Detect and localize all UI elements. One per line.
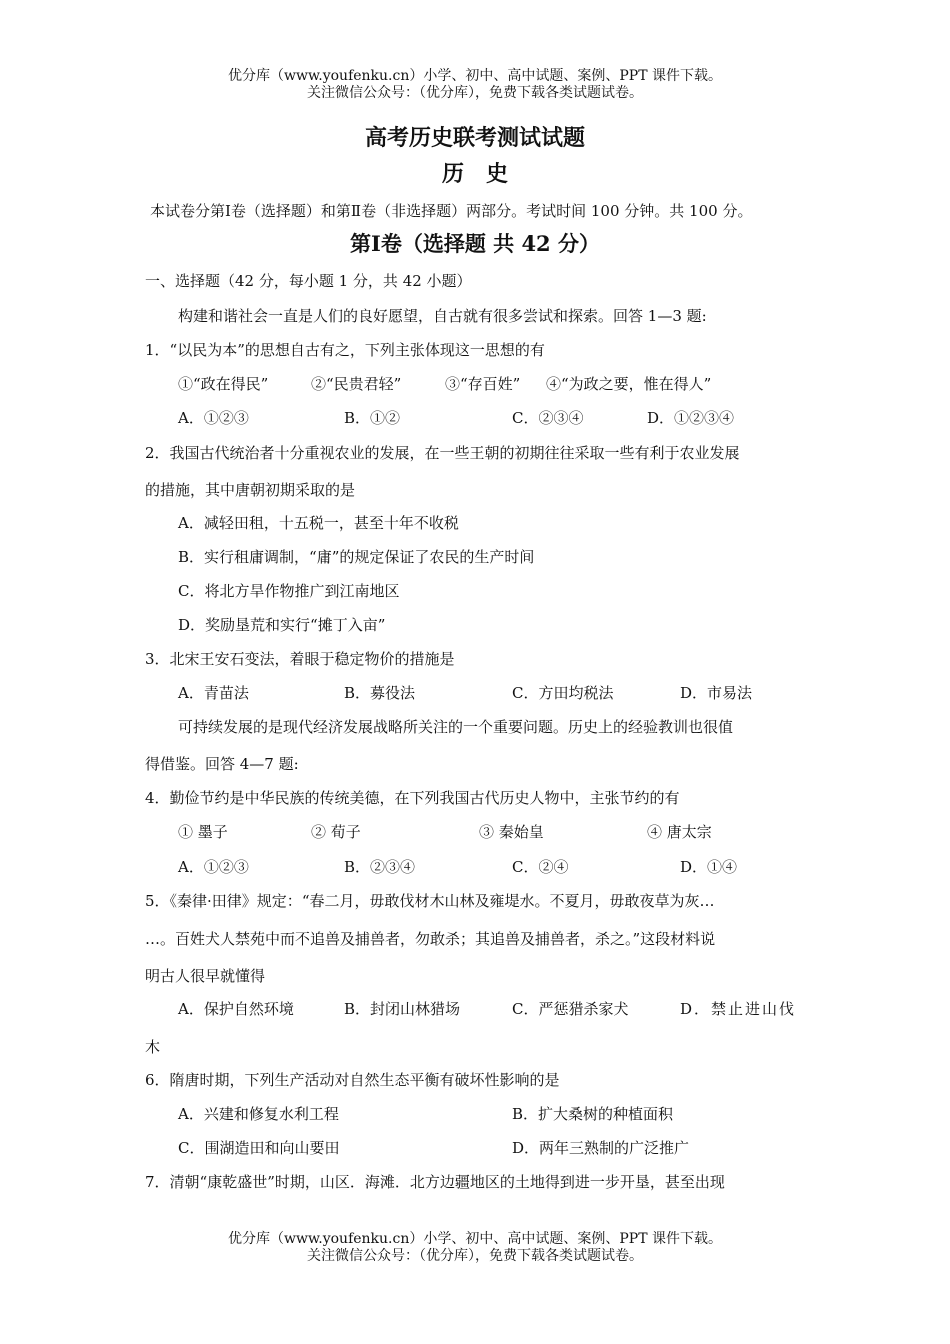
q7-stem: 7．清朝“康乾盛世”时期，山区．海滩．北方边疆地区的土地得到进一步开垦，甚至出现 xyxy=(145,1173,725,1191)
q5-option-a: A．保护自然环境 xyxy=(178,1000,294,1018)
q5-option-c: C．严惩猎杀家犬 xyxy=(512,1000,629,1018)
material-2-line-1: 可持续发展的是现代经济发展战略所关注的一个重要问题。历史上的经验教训也很值 xyxy=(178,718,734,736)
q3-option-a: A．青苗法 xyxy=(178,684,249,702)
q4-item-3: ③ 秦始皇 xyxy=(479,823,544,841)
material-1: 构建和谐社会一直是人们的良好愿望，自古就有很多尝试和探索。回答 1—3 题: xyxy=(178,307,707,325)
q6-option-d: D．两年三熟制的广泛推广 xyxy=(512,1139,690,1157)
q1-option-a: A．①②③ xyxy=(178,409,249,427)
q1-item-1: ①“政在得民” xyxy=(178,375,269,393)
footer-line-2: 关注微信公众号：（优分库），免费下载各类试题试卷。 xyxy=(307,1248,643,1264)
page-header xyxy=(0,68,950,102)
q4-item-2: ② 荀子 xyxy=(311,823,361,841)
q6-option-b: B．扩大桑树的种植面积 xyxy=(512,1105,674,1123)
q5-stem-line-1: 5．《秦律·田律》规定：“春二月，毋敢伐材木山林及雍堤水。不夏月，毋敢夜草为灰… xyxy=(145,892,715,910)
q2-stem-line-1: 2．我国古代统治者十分重视农业的发展，在一些王朝的初期往往采取一些有利于农业发展 xyxy=(145,444,740,462)
q5-option-d: D．禁止进山伐 xyxy=(680,1000,797,1018)
part-heading: 一、选择题（42 分，每小题 1 分，共 42 小题） xyxy=(145,272,472,290)
q2-option-d: D．奖励垦荒和实行“摊丁入亩” xyxy=(178,616,386,634)
exam-intro: 本试卷分第Ⅰ卷（选择题）和第Ⅱ卷（非选择题）两部分。考试时间 100 分钟。共 100 分。 xyxy=(150,202,753,220)
q1-option-c: C．②③④ xyxy=(512,409,584,427)
q2-option-a: A．减轻田租，十五税一，甚至十年不收税 xyxy=(178,514,459,532)
q4-option-a: A．①②③ xyxy=(178,858,249,876)
page-footer xyxy=(0,1231,950,1265)
q1-item-4: ④“为政之要，惟在得人” xyxy=(546,375,712,393)
q5-stem-line-3: 明古人很早就懂得 xyxy=(145,967,266,985)
q6-option-c: C．围湖造田和向山要田 xyxy=(178,1139,340,1157)
header-line-2: 关注微信公众号：（优分库），免费下载各类试题试卷。 xyxy=(307,85,643,101)
q6-stem: 6．隋唐时期，下列生产活动对自然生态平衡有破坏性影响的是 xyxy=(145,1071,560,1089)
q2-option-c: C．将北方旱作物推广到江南地区 xyxy=(178,582,400,600)
exam-title: 高考历史联考测试试题 xyxy=(364,125,585,151)
q5-stem-line-2: …。百姓犬人禁苑中而不追兽及捕兽者，勿敢杀；其追兽及捕兽者，杀之。”这段材料说 xyxy=(145,930,716,948)
footer-line-1: 优分库（www.youfenku.cn）小学、初中、高中试题、案例、PPT 课件下载。 xyxy=(227,1231,722,1247)
q2-option-b: B．实行租庸调制，“庸”的规定保证了农民的生产时间 xyxy=(178,548,535,566)
q6-option-a: A．兴建和修复水利工程 xyxy=(178,1105,339,1123)
material-2-line-2: 得借鉴。回答 4—7 题: xyxy=(145,755,299,773)
q1-item-2: ②“民贵君轻” xyxy=(311,375,402,393)
q4-option-d: D．①④ xyxy=(680,858,738,876)
q1-option-b: B．①② xyxy=(344,409,401,427)
q3-option-d: D．市易法 xyxy=(680,684,753,702)
q3-option-b: B．募役法 xyxy=(344,684,416,702)
header-line-1: 优分库（www.youfenku.cn）小学、初中、高中试题、案例、PPT 课件下载。 xyxy=(227,68,722,84)
q2-stem-line-2: 的措施，其中唐朝初期采取的是 xyxy=(145,481,356,499)
q4-item-1: ① 墨子 xyxy=(178,823,228,841)
q5-option-d-wrap: 木 xyxy=(145,1038,161,1056)
q1-stem: 1．“以民为本”的思想自古有之，下列主张体现这一思想的有 xyxy=(145,341,545,359)
section-title: 第Ⅰ卷（选择题 共 42 分） xyxy=(350,231,600,256)
q5-option-b: B．封闭山林猎场 xyxy=(344,1000,461,1018)
q1-item-3: ③“存百姓” xyxy=(445,375,521,393)
q4-stem: 4．勤俭节约是中华民族的传统美德，在下列我国古代历史人物中，主张节约的有 xyxy=(145,789,680,807)
q4-item-4: ④ 唐太宗 xyxy=(647,823,712,841)
q4-option-b: B．②③④ xyxy=(344,858,416,876)
q1-option-d: D．①②③④ xyxy=(647,409,735,427)
subject-title: 历 史 xyxy=(441,161,508,187)
q3-option-c: C．方田均税法 xyxy=(512,684,614,702)
q3-stem: 3．北宋王安石变法，着眼于稳定物价的措施是 xyxy=(145,650,455,668)
q4-option-c: C．②④ xyxy=(512,858,569,876)
